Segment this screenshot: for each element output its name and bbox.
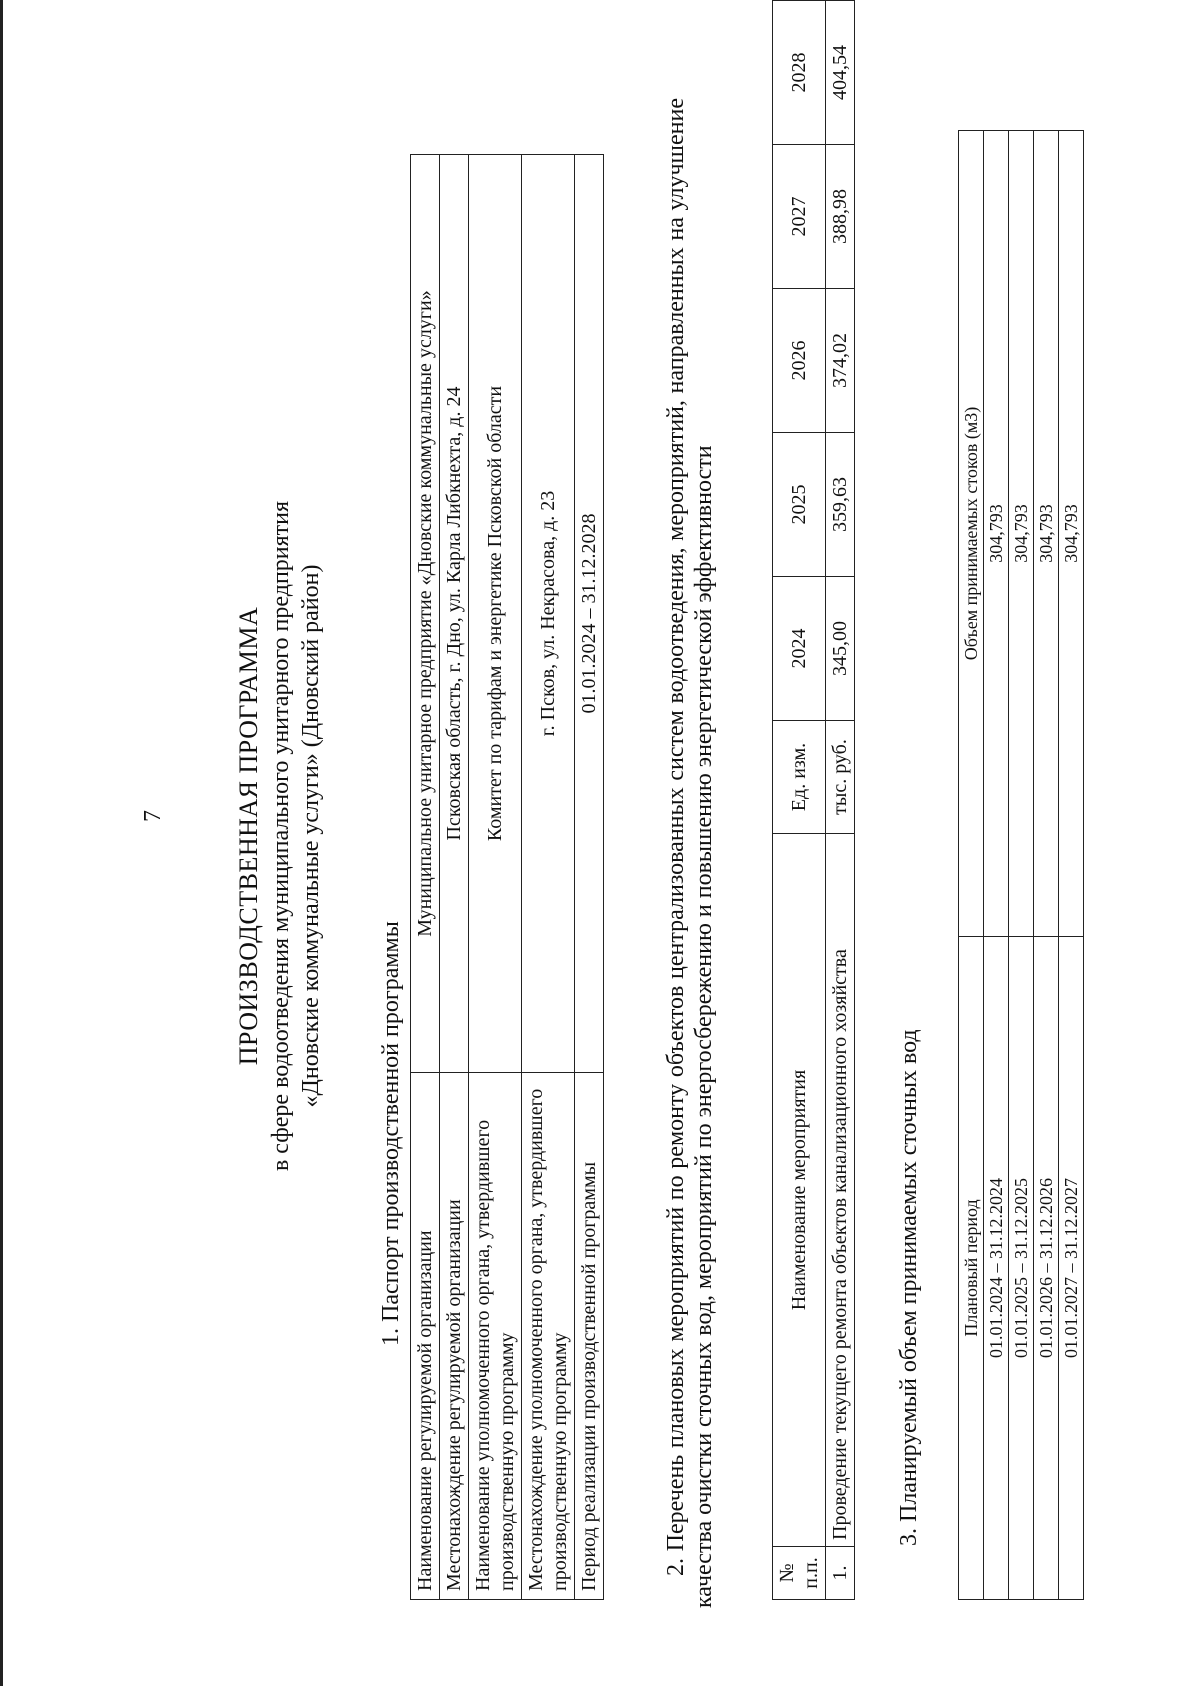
- table-row: [826, 1, 855, 1600]
- events-table: [772, 0, 855, 1600]
- table-row: [575, 155, 604, 1600]
- column-header-year: 2024: [773, 577, 826, 721]
- row-number: 1.: [826, 1547, 855, 1600]
- planned-period: 01.01.2025 – 31.12.2025: [1009, 937, 1034, 1600]
- column-header-name: Наименование мероприятия: [773, 834, 826, 1547]
- volume-table: [958, 130, 1084, 1600]
- passport-label: Местонахождение регулируемой организации: [440, 1073, 469, 1600]
- table-row: [1034, 131, 1059, 1600]
- document-title-block: [232, 186, 326, 1486]
- planned-volume: 304,793: [1009, 131, 1034, 937]
- document-subtitle-line-1: в сфере водоотведения муниципального унитарного предприятия: [268, 500, 294, 1172]
- planned-volume: 304,793: [984, 131, 1009, 937]
- passport-table: [410, 154, 604, 1600]
- document-subtitle-line-2: «Дновские коммунальные услуги» (Дновский район): [298, 564, 324, 1108]
- passport-label: Местонахождение уполномоченного органа, утвердившего производственную программу: [522, 1073, 575, 1600]
- column-header-year: 2026: [773, 289, 826, 433]
- table-row: [522, 155, 575, 1600]
- table-row: [440, 155, 469, 1600]
- table-header-row: [773, 1, 826, 1600]
- planned-period: 01.01.2024 – 31.12.2024: [984, 937, 1009, 1600]
- passport-value: 01.01.2024 – 31.12.2028: [575, 155, 604, 1073]
- planned-volume: 304,793: [1059, 131, 1084, 937]
- planned-volume: 304,793: [1034, 131, 1059, 937]
- section1-heading: 1. Паспорт производственной программы: [378, 921, 404, 1346]
- table-row: [1059, 131, 1084, 1600]
- table-header-row: [959, 131, 984, 1600]
- section3-heading: 3. Планируемый объем принимаемых сточных вод: [896, 1029, 922, 1546]
- table-row: [984, 131, 1009, 1600]
- passport-value: г. Псков, ул. Некрасова, д. 23: [522, 155, 575, 1073]
- column-header-volume: Объем принимаемых стоков (м3): [959, 131, 984, 937]
- column-header-year: 2025: [773, 433, 826, 577]
- column-header-number: № п.п.: [773, 1547, 826, 1600]
- document-title: ПРОИЗВОДСТВЕННАЯ ПРОГРАММА: [234, 606, 263, 1066]
- event-name: Проведение текущего ремонта объектов канализационного хозяйства: [826, 834, 855, 1547]
- column-header-unit: Ед. изм.: [773, 721, 826, 834]
- table-row: [411, 155, 440, 1600]
- event-value: 345,00: [826, 577, 855, 721]
- event-value: 359,63: [826, 433, 855, 577]
- passport-value: Муниципальное унитарное предприятие «Дновские коммунальные услуги»: [411, 155, 440, 1073]
- section2-heading: 2. Перечень плановых мероприятий по ремонту объектов централизованных систем водоотведения, мероприятий, направленных на улучшение качества очистки сточных вод, мероприятий по энергосбережению и повышению энергетической эффективности: [663, 98, 717, 1608]
- table-row: [1009, 131, 1034, 1600]
- table-row: [469, 155, 522, 1600]
- column-header-year: 2027: [773, 145, 826, 289]
- planned-period: 01.01.2026 – 31.12.2026: [1034, 937, 1059, 1600]
- event-unit: тыс. руб.: [826, 721, 855, 834]
- passport-value: Псковская область, г. Дно, ул. Карла Либкнехта, д. 24: [440, 155, 469, 1073]
- column-header-year: 2028: [773, 1, 826, 145]
- column-header-period: Плановый период: [959, 937, 984, 1600]
- passport-label: Наименование регулируемой организации: [411, 1073, 440, 1600]
- passport-label: Наименование уполномоченного органа, утвердившего производственную программу: [469, 1073, 522, 1600]
- passport-value: Комитет по тарифам и энергетике Псковской области: [469, 155, 522, 1073]
- passport-label: Период реализации производственной программы: [575, 1073, 604, 1600]
- event-value: 388,98: [826, 145, 855, 289]
- event-value: 374,02: [826, 289, 855, 433]
- page-number: 7: [140, 810, 166, 822]
- event-value: 404,54: [826, 1, 855, 145]
- planned-period: 01.01.2027 – 31.12.2027: [1059, 937, 1084, 1600]
